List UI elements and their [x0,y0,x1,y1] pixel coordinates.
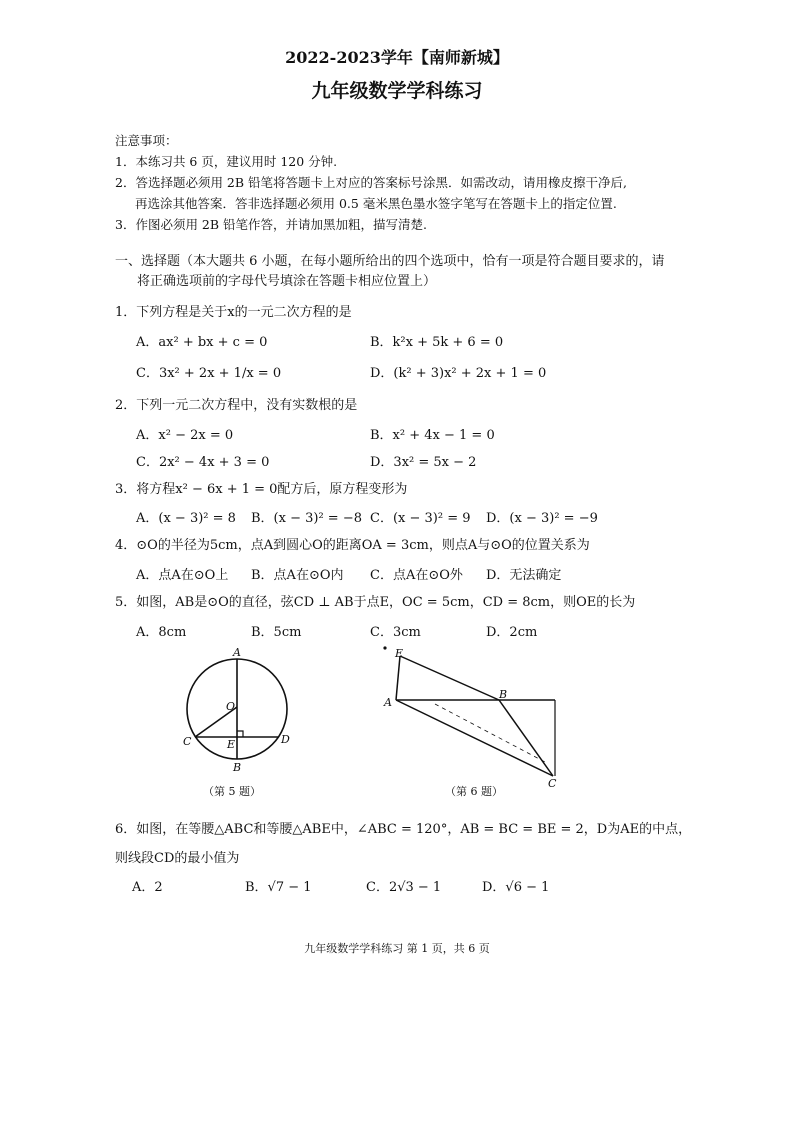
q1-option-b: B．k²x + 5k + 6 = 0 [370,335,504,350]
q5-option-d: D．2cm [486,625,538,640]
figure-6-triangle-diagram [375,642,575,792]
fig5-label-o: O [226,700,236,713]
q5-option-b: B．5cm [251,625,302,640]
q3-option-d: D．(x − 3)² = −9 [486,511,598,526]
question-6-stem: 6．如图，在等腰△ABC和等腰△ABE中，∠ABC = 120°，AB = BC = BE = 2，D为AE的中点， [115,822,692,837]
q5-option-a: A．8cm [136,625,187,640]
page-footer: 九年级数学学科练习 第 1 页，共 6 页 [304,942,490,955]
q4-option-b: B．点A在⊙O内 [251,568,344,583]
fig6-segment-ac [396,700,553,776]
fig5-right-angle-mark [237,731,243,737]
q2-option-c: C．2x² − 4x + 3 = 0 [136,455,270,470]
q6-option-c: C．2√3 − 1 [366,880,442,895]
fig6-segment-bc [499,700,553,776]
fig6-segment-ea [396,656,400,700]
question-4-stem: 4．⊙O的半径为5cm，点A到圆心O的距离OA = 3cm，则点A与⊙O的位置关系为 [115,538,590,553]
fig6-segment-eb [400,656,499,700]
figure-6-caption: （第 6 题） [445,785,503,798]
fig5-label-c: C [183,735,192,748]
fig6-label-c: C [548,777,557,790]
fig5-label-d: D [281,733,290,746]
fig6-label-e: E [395,647,404,660]
section-heading-cont: 将正确选项前的字母代号填涂在答题卡相应位置上） [137,274,437,289]
fig5-label-b: B [233,761,242,774]
fig6-label-a: A [384,696,392,709]
note-item-3: 3．作图必须用 2B 铅笔作答，并请加黑加粗，描写清楚. [115,217,428,232]
q6-option-d: D．√6 − 1 [482,880,550,895]
notes-heading: 注意事项： [115,133,178,148]
q3-option-b: B．(x − 3)² = −8 [251,511,362,526]
q5-option-c: C．3cm [370,625,421,640]
q1-option-a: A．ax² + bx + c = 0 [136,335,268,350]
exam-year-title: 2022-2023学年【南师新城】 [285,48,509,67]
question-5-stem: 5．如图，AB是⊙O的直径，弦CD ⊥ AB于点E，OC = 5cm，CD = 8cm，则OE的长为 [115,595,636,610]
q2-option-a: A．x² − 2x = 0 [136,428,234,443]
q1-option-d: D．(k² + 3)x² + 2x + 1 = 0 [370,366,547,381]
q6-option-a: A．2 [132,880,163,895]
note-item-2-cont: 再选涂其他答案．答非选择题必须用 0.5 毫米黑色墨水签字笔写在答题卡上的指定位置. [135,196,617,211]
q3-option-c: C．(x − 3)² = 9 [370,511,471,526]
fig6-point-stray [383,646,386,649]
q2-option-d: D．3x² = 5x − 2 [370,455,477,470]
question-3-stem: 3．将方程x² − 6x + 1 = 0配方后，原方程变形为 [115,482,408,497]
section-heading: 一、选择题（本大题共 6 小题，在每小题所给出的四个选项中，恰有一项是符合题目要求的，请 [115,254,665,269]
q6-option-b: B．√7 − 1 [245,880,312,895]
exam-title: 九年级数学学科练习 [311,80,483,102]
q4-option-a: A．点A在⊙O上 [136,568,229,583]
figure-5-circle-diagram [175,645,305,775]
figure-5-caption: （第 5 题） [203,785,261,798]
q4-option-d: D．无法确定 [486,568,562,583]
fig5-label-a: A [233,646,241,659]
note-item-1: 1．本练习共 6 页，建议用时 120 分钟. [115,154,338,169]
question-1-stem: 1．下列方程是关于x的一元二次方程的是 [115,305,352,320]
q3-option-a: A．(x − 3)² = 8 [136,511,236,526]
q1-option-c: C．3x² + 2x + 1/x = 0 [136,366,282,381]
q4-option-c: C．点A在⊙O外 [370,568,463,583]
question-2-stem: 2．下列一元二次方程中，没有实数根的是 [115,398,358,413]
note-item-2: 2．答选择题必须用 2B 铅笔将答题卡上对应的答案标号涂黑．如需改动，请用橡皮擦干净后, [115,175,628,190]
fig6-label-b: B [499,688,508,701]
fig6-dashed-arc [435,704,545,762]
q2-option-b: B．x² + 4x − 1 = 0 [370,428,495,443]
question-6-stem-cont: 则线段CD的最小值为 [115,851,240,866]
fig5-label-e: E [227,738,236,751]
